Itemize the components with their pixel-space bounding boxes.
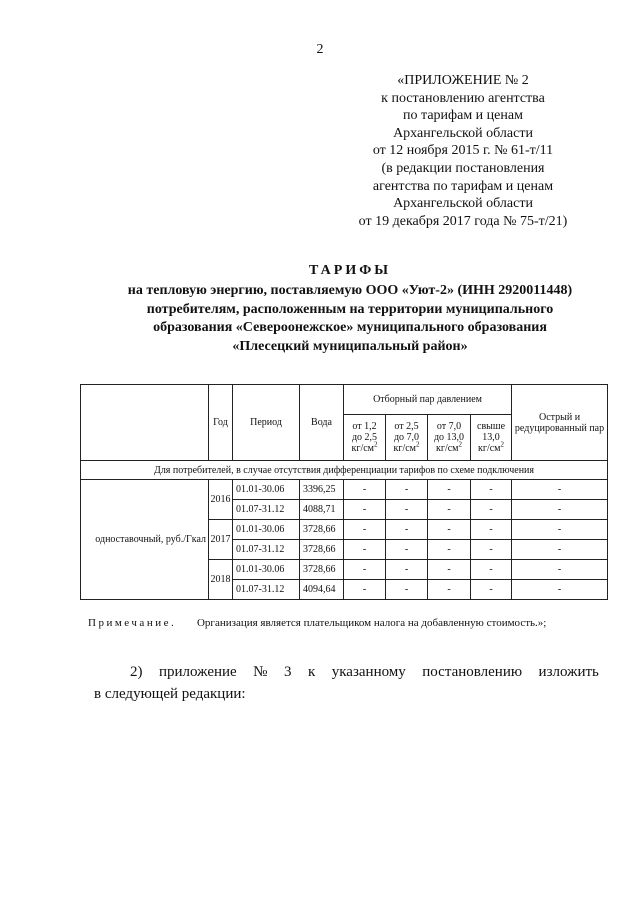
pressure-cell: - xyxy=(344,520,386,540)
paragraph-word: приложение xyxy=(158,664,237,680)
paragraph-word: к xyxy=(307,664,316,680)
condition-cell: Для потребителей, в случае отсутствия дифференциации тарифов по схеме подключения xyxy=(81,461,608,480)
water-cell: 3728,66 xyxy=(300,520,344,540)
header-sharp-steam: Острый и редуцированный пар xyxy=(512,385,608,461)
header-pressure-group: Отборный пар давлением xyxy=(344,385,512,415)
pressure-cell: - xyxy=(428,520,471,540)
pressure-cell: - xyxy=(344,500,386,520)
tariff-table xyxy=(80,384,608,600)
pressure-cell: - xyxy=(344,480,386,500)
paragraph-word: 3 xyxy=(283,664,292,680)
pressure-cell: - xyxy=(386,480,428,500)
subtitle-line: потребителям, расположенным на территории муниципального xyxy=(146,301,554,317)
subtitle-line: на тепловую энергию, поставляемую ООО «Уют-2» (ИНН 2920011448) xyxy=(127,283,573,298)
header-indicator-cell xyxy=(81,385,209,461)
sharp-cell: - xyxy=(512,520,608,540)
pressure-cell: - xyxy=(386,560,428,580)
year-cell: 2016 xyxy=(209,480,233,520)
pressure-to: до 2,5 xyxy=(351,432,378,443)
note xyxy=(88,617,608,629)
appendix-line: к постановлению агентства xyxy=(381,90,545,106)
paragraph-line xyxy=(94,661,599,683)
pressure-cell: - xyxy=(428,480,471,500)
pressure-cell: - xyxy=(471,560,512,580)
pressure-cell: - xyxy=(428,540,471,560)
appendix-line: от 12 ноября 2015 г. № 61-т/11 xyxy=(372,143,554,159)
paragraph-line: в следующей редакции: xyxy=(94,686,246,702)
appendix-line: (в редакции постановления xyxy=(381,160,545,176)
header-pressure-1 xyxy=(344,415,386,461)
period-cell: 01.07-31.12 xyxy=(233,580,300,600)
page-number: 2 xyxy=(316,42,324,57)
paragraph-word: изложить xyxy=(538,664,599,680)
pressure-from: от 7,0 xyxy=(436,421,462,432)
pressure-cell: - xyxy=(428,580,471,600)
pressure-cell: - xyxy=(386,520,428,540)
pressure-from: от 1,2 xyxy=(352,421,377,432)
pressure-cell: - xyxy=(344,580,386,600)
indicator-cell: одноставочный, руб./Гкал xyxy=(81,480,209,600)
document-title: ТАРИФЫ xyxy=(309,263,391,278)
header-row xyxy=(81,385,608,415)
paragraph-word: № xyxy=(253,664,268,680)
pressure-cell: - xyxy=(428,500,471,520)
paragraph-word: указанному xyxy=(331,664,406,680)
sharp-cell: - xyxy=(512,540,608,560)
sharp-cell: - xyxy=(512,580,608,600)
appendix-line: агентства по тарифам и ценам xyxy=(372,178,554,194)
pressure-unit: $кг/см^2$ xyxy=(393,440,420,454)
document-subtitle xyxy=(40,282,640,356)
appendix-line: по тарифам и ценам xyxy=(403,108,523,124)
pressure-to: до 7,0 xyxy=(393,432,420,443)
period-cell: 01.07-31.12 xyxy=(233,500,300,520)
pressure-to: 13,0 xyxy=(482,432,500,443)
pressure-from: свыше xyxy=(477,421,506,432)
appendix-line: от 19 декабря 2017 года № 75-т/21) xyxy=(358,213,568,229)
pressure-cell: - xyxy=(344,540,386,560)
water-cell: 3728,66 xyxy=(300,540,344,560)
pressure-unit: $кг/см^2$ xyxy=(478,440,505,454)
appendix-line: Архангельской области xyxy=(393,196,533,212)
pressure-cell: - xyxy=(428,560,471,580)
paragraph-word: 2) xyxy=(130,664,143,680)
sharp-cell: - xyxy=(512,560,608,580)
pressure-cell: - xyxy=(471,580,512,600)
appendix-line: Архангельской области xyxy=(393,125,533,141)
sharp-cell: - xyxy=(512,480,608,500)
pressure-cell: - xyxy=(344,560,386,580)
pressure-unit: $кг/см^2$ xyxy=(435,440,462,454)
pressure-cell: - xyxy=(471,480,512,500)
year-cell: 2017 xyxy=(209,520,233,560)
note-label: Примечание. xyxy=(88,617,177,629)
period-cell: 01.01-30.06 xyxy=(233,520,300,540)
appendix-block xyxy=(338,72,588,230)
period-cell: 01.07-31.12 xyxy=(233,540,300,560)
pressure-cell: - xyxy=(471,540,512,560)
sharp-cell: - xyxy=(512,500,608,520)
pressure-cell: - xyxy=(471,520,512,540)
water-cell: 4094,64 xyxy=(300,580,344,600)
pressure-cell: - xyxy=(386,580,428,600)
period-cell: 01.01-30.06 xyxy=(233,560,300,580)
header-pressure-2 xyxy=(386,415,428,461)
paragraph-word: постановлению xyxy=(422,664,523,680)
body-paragraph xyxy=(94,661,599,705)
appendix-line: «ПРИЛОЖЕНИЕ № 2 xyxy=(397,73,529,88)
water-cell: 4088,71 xyxy=(300,500,344,520)
water-cell: 3728,66 xyxy=(300,560,344,580)
pressure-cell: - xyxy=(386,540,428,560)
condition-row xyxy=(81,461,608,480)
pressure-unit: $кг/см^2$ xyxy=(351,440,378,454)
pressure-to: до 13,0 xyxy=(433,432,465,443)
header-pressure-4 xyxy=(471,415,512,461)
table-row xyxy=(81,480,608,500)
subtitle-line: образования «Североонежское» муниципального образования xyxy=(153,320,547,335)
water-cell: 3396,25 xyxy=(300,480,344,500)
header-period: Период xyxy=(233,385,300,461)
pressure-cell: - xyxy=(471,500,512,520)
subtitle-line: «Плесецкий муниципальный район» xyxy=(232,338,468,354)
year-cell: 2018 xyxy=(209,560,233,600)
header-water: Вода xyxy=(300,385,344,461)
header-pressure-3 xyxy=(428,415,471,461)
period-cell: 01.01-30.06 xyxy=(233,480,300,500)
pressure-cell: - xyxy=(386,500,428,520)
pressure-from: от 2,5 xyxy=(394,421,419,432)
note-text: Организация является плательщиком налога на добавленную стоимость.»; xyxy=(196,617,547,629)
header-year: Год xyxy=(209,385,233,461)
